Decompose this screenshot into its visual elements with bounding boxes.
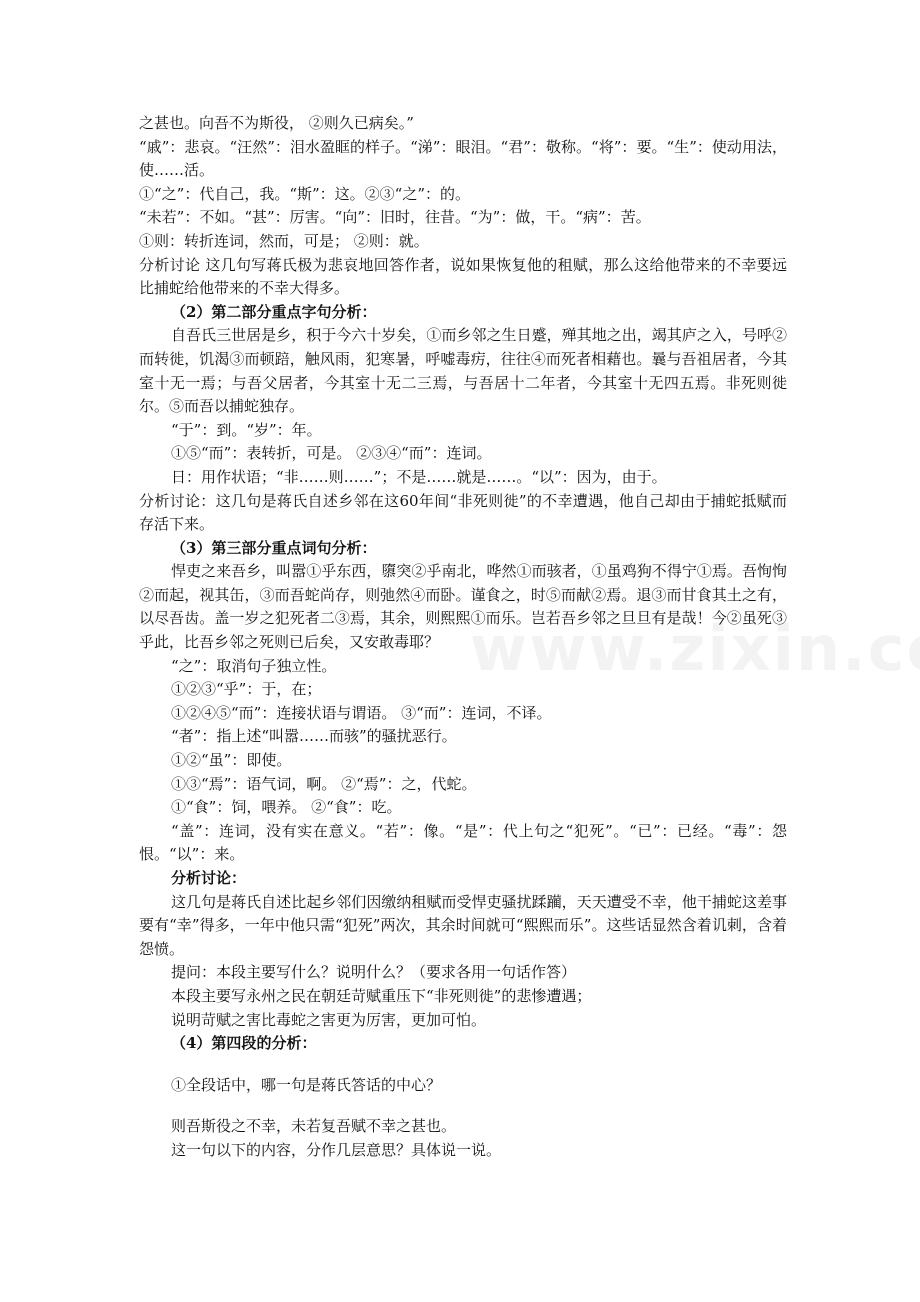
annotation-paragraph: ①②④⑤“而”：连接状语与谓语。 ③“而”：连词，不译。 <box>171 703 552 722</box>
document-page <box>139 112 787 1163</box>
annotation-paragraph: ①②“虽”：即使。 <box>171 751 292 770</box>
annotation-paragraph: “于”：到。“岁”：年。 <box>171 420 322 439</box>
section-heading: （3）第三部分重点词句分析： <box>171 538 377 557</box>
annotation-paragraph: “之”：取消句子独立性。 <box>171 656 337 675</box>
text-paragraph: 之甚也。向吾不为斯役， ②则久已病矣。” <box>139 114 414 132</box>
annotation-paragraph: ①③“焉”：语气词，啊。 ②“焉”：之，代蛇。 <box>171 774 477 793</box>
annotation-paragraph: “盖”：连词，没有实在意义。“若”：像。“是”：代上句之“犯死”。“已”：已经。“毒”：怨恨。“以”：来。 <box>139 821 787 864</box>
discussion-paragraph: 分析讨论：这几句是蒋氏自述乡邻在这60年间“非死则徙”的不幸遭遇，他自己却由于捕蛇抵赋而存活下来。 <box>139 491 787 534</box>
discussion-paragraph: 这几句是蒋氏自述比起乡邻们因缴纳租赋而受悍吏骚扰蹂躏，天天遭受不幸，他干捕蛇这差事要有“幸”得多，一年中他只需“犯死”两次，其余时间就可“熙熙而乐”。这些话显然含着讥刺，含着怨愤。 <box>139 892 787 958</box>
annotation-paragraph: ①“食”：饲，喂养。 ②“食”：吃。 <box>171 798 402 817</box>
section-heading: （2）第二部分重点字句分析： <box>171 302 377 321</box>
answer-paragraph: 本段主要写永州之民在朝廷苛赋重压下“非死则徙”的悲惨遭遇； <box>171 986 592 1005</box>
question-paragraph: 这一句以下的内容，分作几层意思？具体说一说。 <box>171 1140 502 1159</box>
annotation-paragraph: “戚”：悲哀。“汪然”：泪水盈眶的样子。“涕”：眼泪。“君”：敬称。“将”：要。“生”：使动用法，使……活。 <box>139 137 787 180</box>
annotation-paragraph: ①则：转折连词，然而，可是； ②则：就。 <box>139 231 429 250</box>
annotation-paragraph: ①②③“乎”：于，在； <box>171 680 322 699</box>
answer-paragraph: 说明苛赋之害比毒蛇之害更为厉害，更加可怕。 <box>171 1010 487 1029</box>
question-paragraph: ①全段话中，哪一句是蒋氏答话的中心？ <box>171 1075 442 1094</box>
annotation-paragraph: ①“之”：代自己，我。“斯”：这。②③“之”：的。 <box>139 184 471 203</box>
discussion-heading: 分析讨论： <box>171 869 247 887</box>
answer-paragraph: 则吾斯役之不幸，未若复吾赋不幸之甚也。 <box>171 1117 457 1136</box>
question-paragraph: 提问：本段主要写什么？说明什么？（要求各用一句话作答） <box>171 963 577 982</box>
source-text-paragraph: 悍吏之来吾乡，叫嚣①乎东西，隳突②乎南北，哗然①而骇者，①虽鸡狗不得宁①焉。吾恂恂②而起，视其缶，③而吾蛇尚存，则弛然④而卧。谨食之，时⑤而献②焉。退③而甘食其土之有，以尽吾齿。盖一岁之犯死者二③焉，其余，则熙熙①而乐。岂若吾乡邻之旦旦有是哉！今②虽死③乎此，比吾乡邻之死则已后矣，又安敢毒耶？ <box>139 562 787 652</box>
annotation-paragraph: 日：用作状语；“非……则……”；不是……就是……。“以”：因为，由于。 <box>171 467 667 486</box>
discussion-paragraph: 分析讨论 这几句写蒋氏极为悲哀地回答作者，说如果恢复他的租赋，那么这给他带来的不幸要远比捕蛇给他带来的不幸大得多。 <box>139 255 787 298</box>
source-text-paragraph: 自吾氏三世居是乡，积于今六十岁矣，①而乡邻之生日蹙，殚其地之出，竭其庐之入，号呼②而转徙，饥渴③而顿踣，触风雨，犯寒暑，呼嘘毒疠，往往④而死者相藉也。曩与吾祖居者，今其室十无一焉；与吾父居者，今其室十无二三焉，与吾居十二年者，今其室十无四五焉。非死则徙尔。⑤而吾以捕蛇独存。 <box>139 326 787 416</box>
annotation-paragraph: “未若”：不如。“甚”：厉害。“向”：旧时，往昔。“为”：做，干。“病”：苦。 <box>139 208 651 227</box>
section-heading: （4）第四段的分析： <box>171 1034 317 1053</box>
annotation-paragraph: “者”：指上述“叫嚣……而骇”的骚扰恶行。 <box>171 727 457 746</box>
annotation-paragraph: ①⑤“而”：表转折，可是。 ②③④“而”：连词。 <box>171 444 492 463</box>
